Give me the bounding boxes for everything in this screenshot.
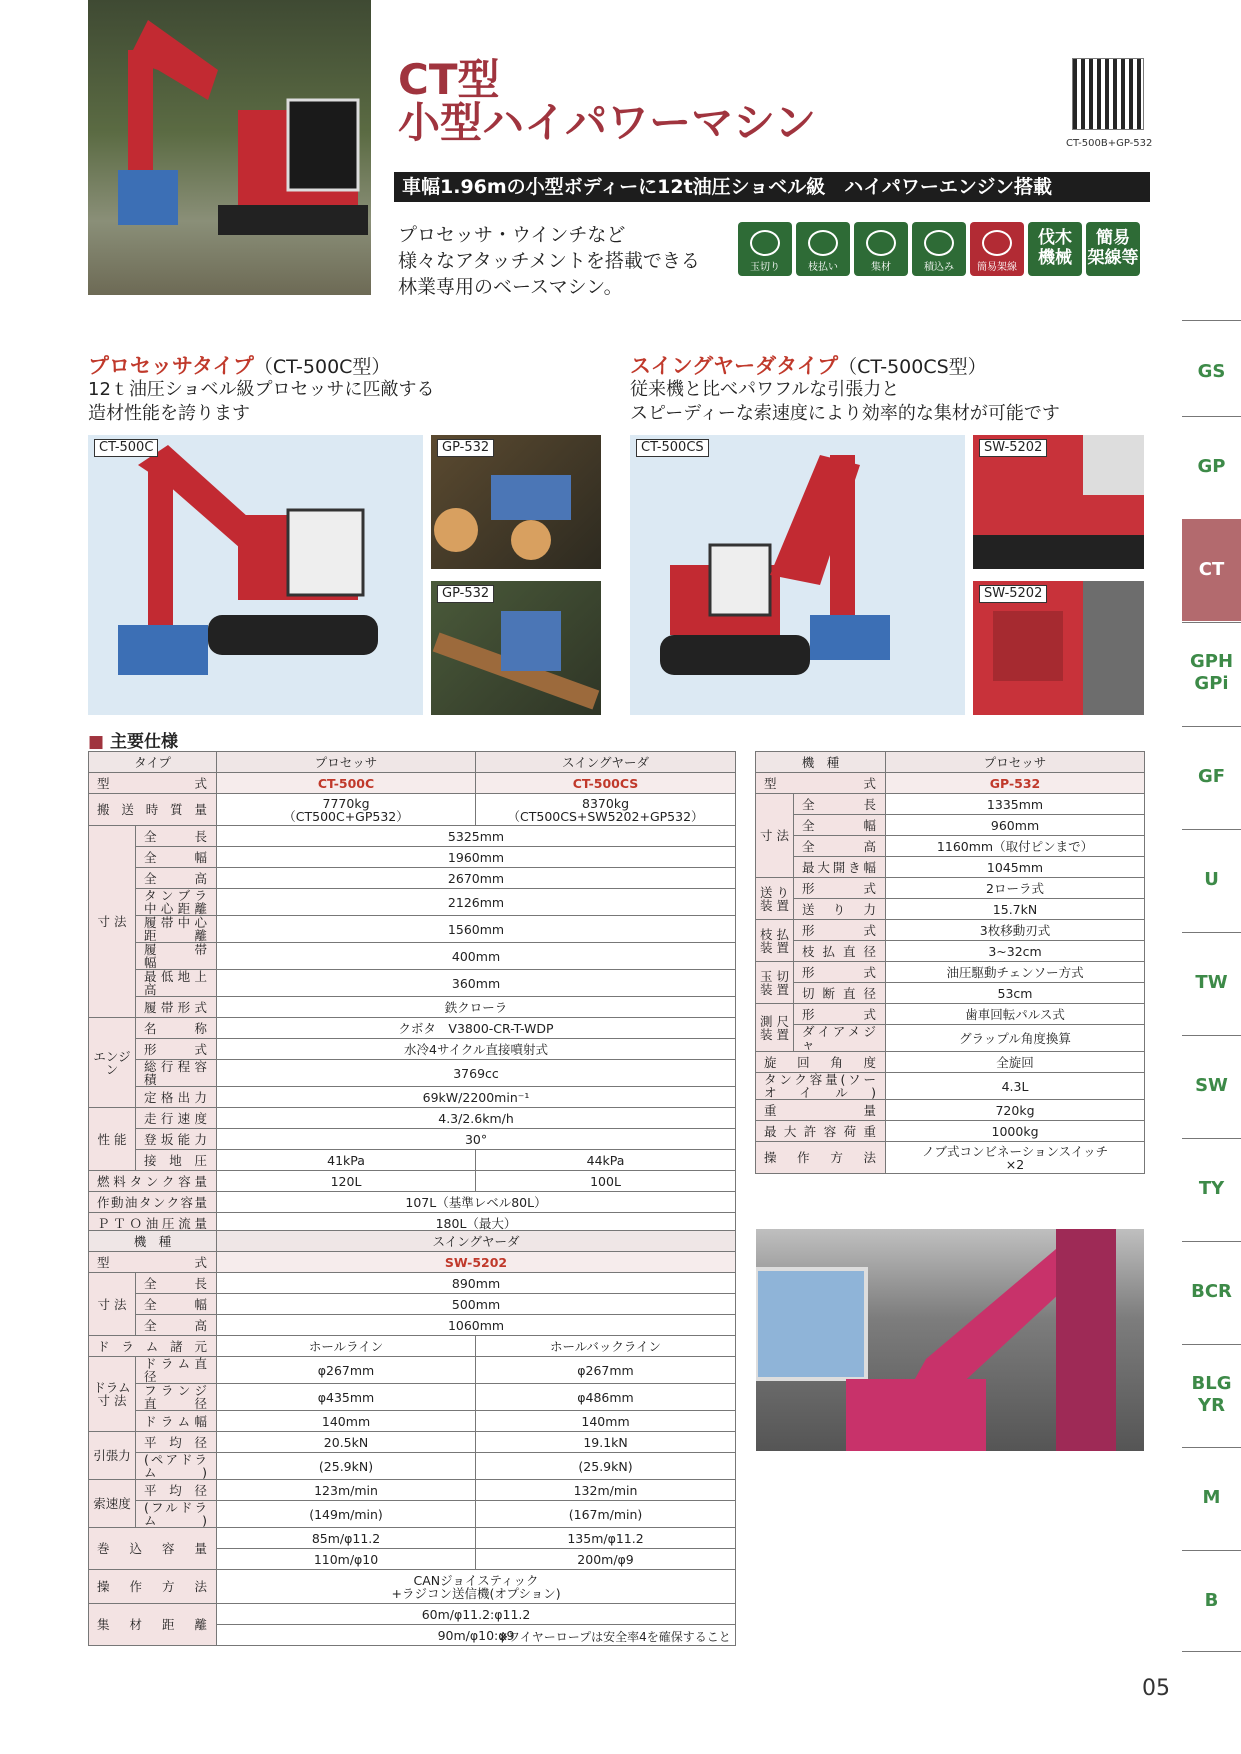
table-row bbox=[89, 1039, 736, 1060]
value-cell: CANジョイスティック +ラジコン送信機(オプション) bbox=[217, 1570, 736, 1604]
row-label: 型 式 bbox=[89, 773, 217, 794]
swing-model: （CT-500CS型） bbox=[838, 356, 987, 378]
sidebar-item-blg[interactable]: BLG YR bbox=[1191, 1373, 1232, 1416]
table-row bbox=[756, 941, 1145, 962]
group-label: エンジン bbox=[89, 1018, 136, 1108]
row-label: ドラム直径 bbox=[136, 1357, 217, 1384]
value-cell: φ486mm bbox=[476, 1384, 736, 1411]
header-cell: タイプ bbox=[89, 752, 217, 773]
row-label: 切断直径 bbox=[794, 983, 886, 1004]
table-row bbox=[89, 1294, 736, 1315]
table-row bbox=[89, 1315, 736, 1336]
table-row bbox=[756, 857, 1145, 878]
table-row bbox=[756, 1052, 1145, 1073]
value-cell: 1560mm bbox=[217, 916, 736, 943]
value-cell: 120L bbox=[217, 1171, 476, 1192]
row-label: 全 高 bbox=[794, 836, 886, 857]
row-label: 接地圧 bbox=[136, 1150, 217, 1171]
table-row bbox=[756, 920, 1145, 941]
row-label: 最大開き幅 bbox=[794, 857, 886, 878]
value-cell: グラップル角度換算 bbox=[886, 1025, 1145, 1052]
value-cell: 85m/φ11.2 bbox=[217, 1528, 476, 1549]
value-cell: 2ローラ式 bbox=[886, 878, 1145, 899]
table-row bbox=[89, 997, 736, 1018]
value-cell: 123m/min bbox=[217, 1480, 476, 1501]
sidebar-divider bbox=[1182, 1651, 1241, 1652]
value-cell: 100L bbox=[476, 1171, 736, 1192]
table-row bbox=[756, 962, 1145, 983]
hero-photo bbox=[88, 0, 371, 295]
value-cell: 140mm bbox=[217, 1411, 476, 1432]
processor-desc-line: 12ｔ油圧ショベル級プロセッサに匹敵する bbox=[88, 379, 435, 400]
sidebar-item-gph[interactable]: GPH GPi bbox=[1189, 651, 1234, 694]
table-row bbox=[89, 826, 736, 847]
swing-desc bbox=[630, 378, 1060, 426]
value-cell: クボタ V3800-CR-T-WDP bbox=[217, 1018, 736, 1039]
group-label: 玉 切 装 置 bbox=[756, 962, 794, 1004]
row-label: 作動油タンク容量 bbox=[89, 1192, 217, 1213]
value-cell: 4.3L bbox=[886, 1073, 1145, 1100]
value-cell: (25.9kN) bbox=[476, 1453, 736, 1480]
model-cell: GP-532 bbox=[886, 773, 1145, 794]
table-row bbox=[89, 1273, 736, 1294]
group-label: ドラム 寸 法 bbox=[89, 1357, 136, 1432]
row-label: 操作方法 bbox=[89, 1570, 217, 1604]
row-label: ダイアメジャ bbox=[794, 1025, 886, 1052]
row-label: 重 量 bbox=[756, 1100, 886, 1121]
value-cell: 5325mm bbox=[217, 826, 736, 847]
value-cell: 鉄クローラ bbox=[217, 997, 736, 1018]
value-cell: ホールライン bbox=[217, 1336, 476, 1357]
value-cell: 1960mm bbox=[217, 847, 736, 868]
page-title-line2: 小型ハイパワーマシン bbox=[398, 98, 817, 147]
table-row bbox=[89, 1604, 736, 1625]
page-title-line1: CT型 bbox=[398, 55, 500, 104]
model-cell: CT-500CS bbox=[476, 773, 736, 794]
row-label: 型 式 bbox=[89, 1252, 217, 1273]
row-label: ドラム諸元 bbox=[89, 1336, 217, 1357]
row-label: タンク容量(ソーオイル) bbox=[756, 1073, 886, 1100]
value-cell: 180L（最大） bbox=[217, 1213, 736, 1234]
group-label: 寸 法 bbox=[89, 1273, 136, 1336]
value-cell: 3769cc bbox=[217, 1060, 736, 1087]
model-cell: SW-5202 bbox=[217, 1252, 736, 1273]
sidebar-item-sw[interactable]: SW bbox=[1195, 1075, 1228, 1096]
table-row bbox=[756, 1121, 1145, 1142]
value-cell: 3~32cm bbox=[886, 941, 1145, 962]
gp532-photo-2 bbox=[431, 581, 601, 715]
processor-model: （CT-500C型） bbox=[253, 356, 391, 378]
base-machine-spec-table bbox=[88, 751, 736, 1234]
sidebar-item-ty[interactable]: TY bbox=[1198, 1178, 1225, 1199]
row-label: 全 幅 bbox=[794, 815, 886, 836]
value-cell: 30° bbox=[217, 1129, 736, 1150]
row-label: 履 帯 幅 bbox=[136, 943, 217, 970]
model-cell: CT-500C bbox=[217, 773, 476, 794]
row-label: 走行速度 bbox=[136, 1108, 217, 1129]
table-row bbox=[89, 1480, 736, 1501]
row-label: 最低地上高 bbox=[136, 970, 217, 997]
table-row bbox=[89, 1336, 736, 1357]
header-cell: スイングヤーダ bbox=[217, 1231, 736, 1252]
table-row bbox=[89, 1570, 736, 1604]
value-cell: 3枚移動刃式 bbox=[886, 920, 1145, 941]
spec-heading: ■ 主要仕様 bbox=[88, 732, 178, 752]
intro-line: プロセッサ・ウインチなど bbox=[398, 224, 626, 246]
photo-tag: SW-5202 bbox=[979, 585, 1047, 603]
sidebar-item-gf[interactable]: GF bbox=[1197, 766, 1226, 787]
processor-desc-line: 造材性能を誇ります bbox=[88, 403, 250, 424]
table-row bbox=[89, 1528, 736, 1549]
sidebar-item-bcr[interactable]: BCR bbox=[1191, 1281, 1232, 1302]
value-cell: 1335mm bbox=[886, 794, 1145, 815]
table-row bbox=[756, 899, 1145, 920]
value-cell: 19.1kN bbox=[476, 1432, 736, 1453]
row-label: ドラム幅 bbox=[136, 1411, 217, 1432]
feature-icons bbox=[738, 222, 1140, 276]
value-cell: 1000kg bbox=[886, 1121, 1145, 1142]
sidebar-item-tw[interactable]: TW bbox=[1195, 972, 1228, 993]
header-cell: 機 種 bbox=[89, 1231, 217, 1252]
sidebar-item-gp[interactable]: GP bbox=[1197, 456, 1226, 477]
table-row bbox=[89, 1453, 736, 1480]
table-row bbox=[756, 1025, 1145, 1052]
value-cell: 960mm bbox=[886, 815, 1145, 836]
photo-tag: GP-532 bbox=[437, 585, 494, 603]
qr-code[interactable] bbox=[1072, 58, 1144, 130]
value-cell: ホールバックライン bbox=[476, 1336, 736, 1357]
value-cell: 4.3/2.6km/h bbox=[217, 1108, 736, 1129]
row-label: 全 幅 bbox=[136, 1294, 217, 1315]
sw5202-photo-1 bbox=[973, 435, 1144, 569]
value-cell: 全旋回 bbox=[886, 1052, 1145, 1073]
group-label: 寸 法 bbox=[89, 826, 136, 1018]
hero-machine-illustration bbox=[88, 0, 371, 295]
table-row bbox=[89, 1018, 736, 1039]
value-cell: 360mm bbox=[217, 970, 736, 997]
value-cell: 41kPa bbox=[217, 1150, 476, 1171]
row-label: 巻込容量 bbox=[89, 1528, 217, 1570]
table-row bbox=[756, 794, 1145, 815]
swing-yarder-spec-table bbox=[88, 1230, 736, 1646]
header-cell: スイングヤーダ bbox=[476, 752, 736, 773]
swing-title: スイングヤーダタイプ bbox=[630, 354, 839, 378]
qr-caption: CT-500B+GP-532 bbox=[1066, 138, 1153, 149]
value-cell: 500mm bbox=[217, 1294, 736, 1315]
value-cell: 1045mm bbox=[886, 857, 1145, 878]
row-label: (ペアドラム) bbox=[136, 1453, 217, 1480]
sidebar-item-b[interactable]: B bbox=[1204, 1590, 1219, 1611]
swing-desc-line: スピーディーな索速度により効率的な集材が可能です bbox=[630, 403, 1060, 424]
table-row bbox=[89, 1060, 736, 1087]
sidebar-divider bbox=[1182, 416, 1241, 417]
value-cell: 890mm bbox=[217, 1273, 736, 1294]
value-cell: 140mm bbox=[476, 1411, 736, 1432]
table-row bbox=[756, 1100, 1145, 1121]
table-row bbox=[756, 878, 1145, 899]
row-label: 形 式 bbox=[136, 1039, 217, 1060]
table-row bbox=[756, 1073, 1145, 1100]
group-label: 性 能 bbox=[89, 1108, 136, 1171]
row-label: 型 式 bbox=[756, 773, 886, 794]
cable-yarding-icon: 簡易架線 bbox=[970, 222, 1024, 276]
loading-icon: 積込み bbox=[912, 222, 966, 276]
page-number: 05 bbox=[1142, 1676, 1170, 1701]
header-cell: プロセッサ bbox=[217, 752, 476, 773]
table-row bbox=[89, 943, 736, 970]
value-cell: 1160mm（取付ピンまで） bbox=[886, 836, 1145, 857]
row-label: 形 式 bbox=[794, 878, 886, 899]
value-cell: 110m/φ10 bbox=[217, 1549, 476, 1570]
skidding-icon: 集材 bbox=[854, 222, 908, 276]
swing-section-title bbox=[630, 350, 987, 380]
value-cell: 132m/min bbox=[476, 1480, 736, 1501]
row-label: 形 式 bbox=[794, 920, 886, 941]
value-cell: 1060mm bbox=[217, 1315, 736, 1336]
row-label: 平均径 bbox=[136, 1480, 217, 1501]
header-cell: プロセッサ bbox=[886, 752, 1145, 773]
photo-tag: CT-500CS bbox=[636, 439, 709, 457]
value-cell: 53cm bbox=[886, 983, 1145, 1004]
row-label: 履帯中心距離 bbox=[136, 916, 217, 943]
table-row bbox=[756, 836, 1145, 857]
table-row bbox=[756, 983, 1145, 1004]
value-cell: (25.9kN) bbox=[217, 1453, 476, 1480]
row-label: ＰＴＯ油圧流量 bbox=[89, 1213, 217, 1234]
value-cell: 135m/φ11.2 bbox=[476, 1528, 736, 1549]
processor-section-title bbox=[88, 350, 390, 380]
row-label: 全 長 bbox=[136, 1273, 217, 1294]
table-row bbox=[89, 1501, 736, 1528]
row-label: 旋回角度 bbox=[756, 1052, 886, 1073]
row-label: フランジ直径 bbox=[136, 1384, 217, 1411]
table-row bbox=[89, 1087, 736, 1108]
felling-machine-icon: 伐木 機械 bbox=[1028, 222, 1082, 276]
value-cell: 720kg bbox=[886, 1100, 1145, 1121]
sidebar-item-m[interactable]: M bbox=[1202, 1487, 1221, 1508]
header-cell: 機 種 bbox=[756, 752, 886, 773]
value-cell: 20.5kN bbox=[217, 1432, 476, 1453]
row-label: 履帯形式 bbox=[136, 997, 217, 1018]
row-label: 送り力 bbox=[794, 899, 886, 920]
table-note: ※ワイヤーロープは安全率4を確保すること bbox=[498, 1630, 731, 1644]
table-row bbox=[89, 1432, 736, 1453]
value-cell: φ267mm bbox=[217, 1357, 476, 1384]
row-label: 総行程容積 bbox=[136, 1060, 217, 1087]
ct500cs-photo bbox=[630, 435, 965, 715]
sw5202-photo-2 bbox=[973, 581, 1144, 715]
ct500c-photo bbox=[88, 435, 423, 715]
group-label: 寸 法 bbox=[756, 794, 794, 878]
value-cell: ノブ式コンビネーションスイッチ ×2 bbox=[886, 1142, 1145, 1174]
value-cell: (167m/min) bbox=[476, 1501, 736, 1528]
table-row bbox=[89, 1150, 736, 1171]
value-cell: φ435mm bbox=[217, 1384, 476, 1411]
value-cell: 水冷4サイクル直接噴射式 bbox=[217, 1039, 736, 1060]
row-label: 枝払直径 bbox=[794, 941, 886, 962]
table-row bbox=[89, 1129, 736, 1150]
table-row bbox=[89, 847, 736, 868]
value-cell: 44kPa bbox=[476, 1150, 736, 1171]
table-row bbox=[89, 889, 736, 916]
value-cell: 200m/φ9 bbox=[476, 1549, 736, 1570]
value-cell: 69kW/2200min⁻¹ bbox=[217, 1087, 736, 1108]
row-label: 形 式 bbox=[794, 1004, 886, 1025]
log-cutting-icon: 玉切り bbox=[738, 222, 792, 276]
intro-line: 林業専用のベースマシン。 bbox=[398, 276, 623, 298]
value-cell: (149m/min) bbox=[217, 1501, 476, 1528]
table-row bbox=[89, 1411, 736, 1432]
photo-tag: CT-500C bbox=[94, 439, 158, 457]
row-label: タンブラ中心距離 bbox=[136, 889, 217, 916]
photo-tag: SW-5202 bbox=[979, 439, 1047, 457]
table-row bbox=[756, 815, 1145, 836]
value-cell: 400mm bbox=[217, 943, 736, 970]
row-label: 集材距離 bbox=[89, 1604, 217, 1646]
table-row bbox=[756, 1004, 1145, 1025]
gp532-photo-1 bbox=[431, 435, 601, 569]
value-cell: 90m/φ10:φ9 bbox=[217, 1625, 736, 1646]
row-label: 全 長 bbox=[794, 794, 886, 815]
row-label: 平均径 bbox=[136, 1432, 217, 1453]
table-row bbox=[756, 1142, 1145, 1174]
table-row bbox=[89, 1384, 736, 1411]
value-cell: 8370kg （CT500CS+SW5202+GP532） bbox=[476, 794, 736, 826]
value-cell: 油圧駆動チェンソー方式 bbox=[886, 962, 1145, 983]
value-cell: 2670mm bbox=[217, 868, 736, 889]
row-label: 全 高 bbox=[136, 1315, 217, 1336]
value-cell: φ267mm bbox=[476, 1357, 736, 1384]
processor-title: プロセッサタイプ bbox=[88, 354, 254, 378]
table-row bbox=[89, 1192, 736, 1213]
group-label: 索速度 bbox=[89, 1480, 136, 1528]
group-label: 測 尺 装 置 bbox=[756, 1004, 794, 1052]
sidebar-item-ct[interactable]: CT bbox=[1182, 519, 1241, 621]
value-cell: 2126mm bbox=[217, 889, 736, 916]
table-row bbox=[89, 1171, 736, 1192]
table-row bbox=[89, 970, 736, 997]
value-cell: 歯車回転パルス式 bbox=[886, 1004, 1145, 1025]
row-label: 全 幅 bbox=[136, 847, 217, 868]
row-label: 定格出力 bbox=[136, 1087, 217, 1108]
value-cell: 15.7kN bbox=[886, 899, 1145, 920]
row-label: 全 高 bbox=[136, 868, 217, 889]
table-row bbox=[89, 916, 736, 943]
photo-tag: GP-532 bbox=[437, 439, 494, 457]
processor-desc bbox=[88, 378, 435, 426]
row-label: 名 称 bbox=[136, 1018, 217, 1039]
swing-desc-line: 従来機と比べパワフルな引張力と bbox=[630, 379, 900, 400]
row-label: 燃料タンク容量 bbox=[89, 1171, 217, 1192]
simple-cable-icon: 簡易 架線等 bbox=[1086, 222, 1140, 276]
value-cell: 107L（基準レベル80L） bbox=[217, 1192, 736, 1213]
sidebar-item-u[interactable]: U bbox=[1204, 869, 1219, 890]
row-label: (フルドラム) bbox=[136, 1501, 217, 1528]
delimbing-icon: 枝払い bbox=[796, 222, 850, 276]
row-label: 搬送時質量 bbox=[89, 794, 217, 826]
row-label: 最大許容荷重 bbox=[756, 1121, 886, 1142]
sidebar-item-gs[interactable]: GS bbox=[1197, 361, 1226, 382]
table-row bbox=[89, 868, 736, 889]
row-label: 登坂能力 bbox=[136, 1129, 217, 1150]
row-label: 操作方法 bbox=[756, 1142, 886, 1174]
machine-closeup-photo bbox=[756, 1229, 1144, 1451]
processor-spec-table bbox=[755, 751, 1145, 1174]
value-cell: 7770kg （CT500C+GP532） bbox=[217, 794, 476, 826]
group-label: 引張力 bbox=[89, 1432, 136, 1480]
intro-line: 様々なアタッチメントを搭載できる bbox=[398, 250, 700, 272]
group-label: 枝 払 装 置 bbox=[756, 920, 794, 962]
table-row bbox=[89, 1357, 736, 1384]
group-label: 送 り 装 置 bbox=[756, 878, 794, 920]
feature-banner: 車幅1.96mの小型ボディーに12t油圧ショベル級 ハイパワーエンジン搭載 bbox=[394, 172, 1150, 202]
sidebar-nav bbox=[1182, 0, 1241, 1754]
row-label: 全 長 bbox=[136, 826, 217, 847]
sidebar-divider bbox=[1182, 320, 1241, 321]
value-cell: 60m/φ11.2:φ11.2 bbox=[217, 1604, 736, 1625]
row-label: 形 式 bbox=[794, 962, 886, 983]
intro-text bbox=[398, 222, 700, 300]
table-row bbox=[89, 1108, 736, 1129]
